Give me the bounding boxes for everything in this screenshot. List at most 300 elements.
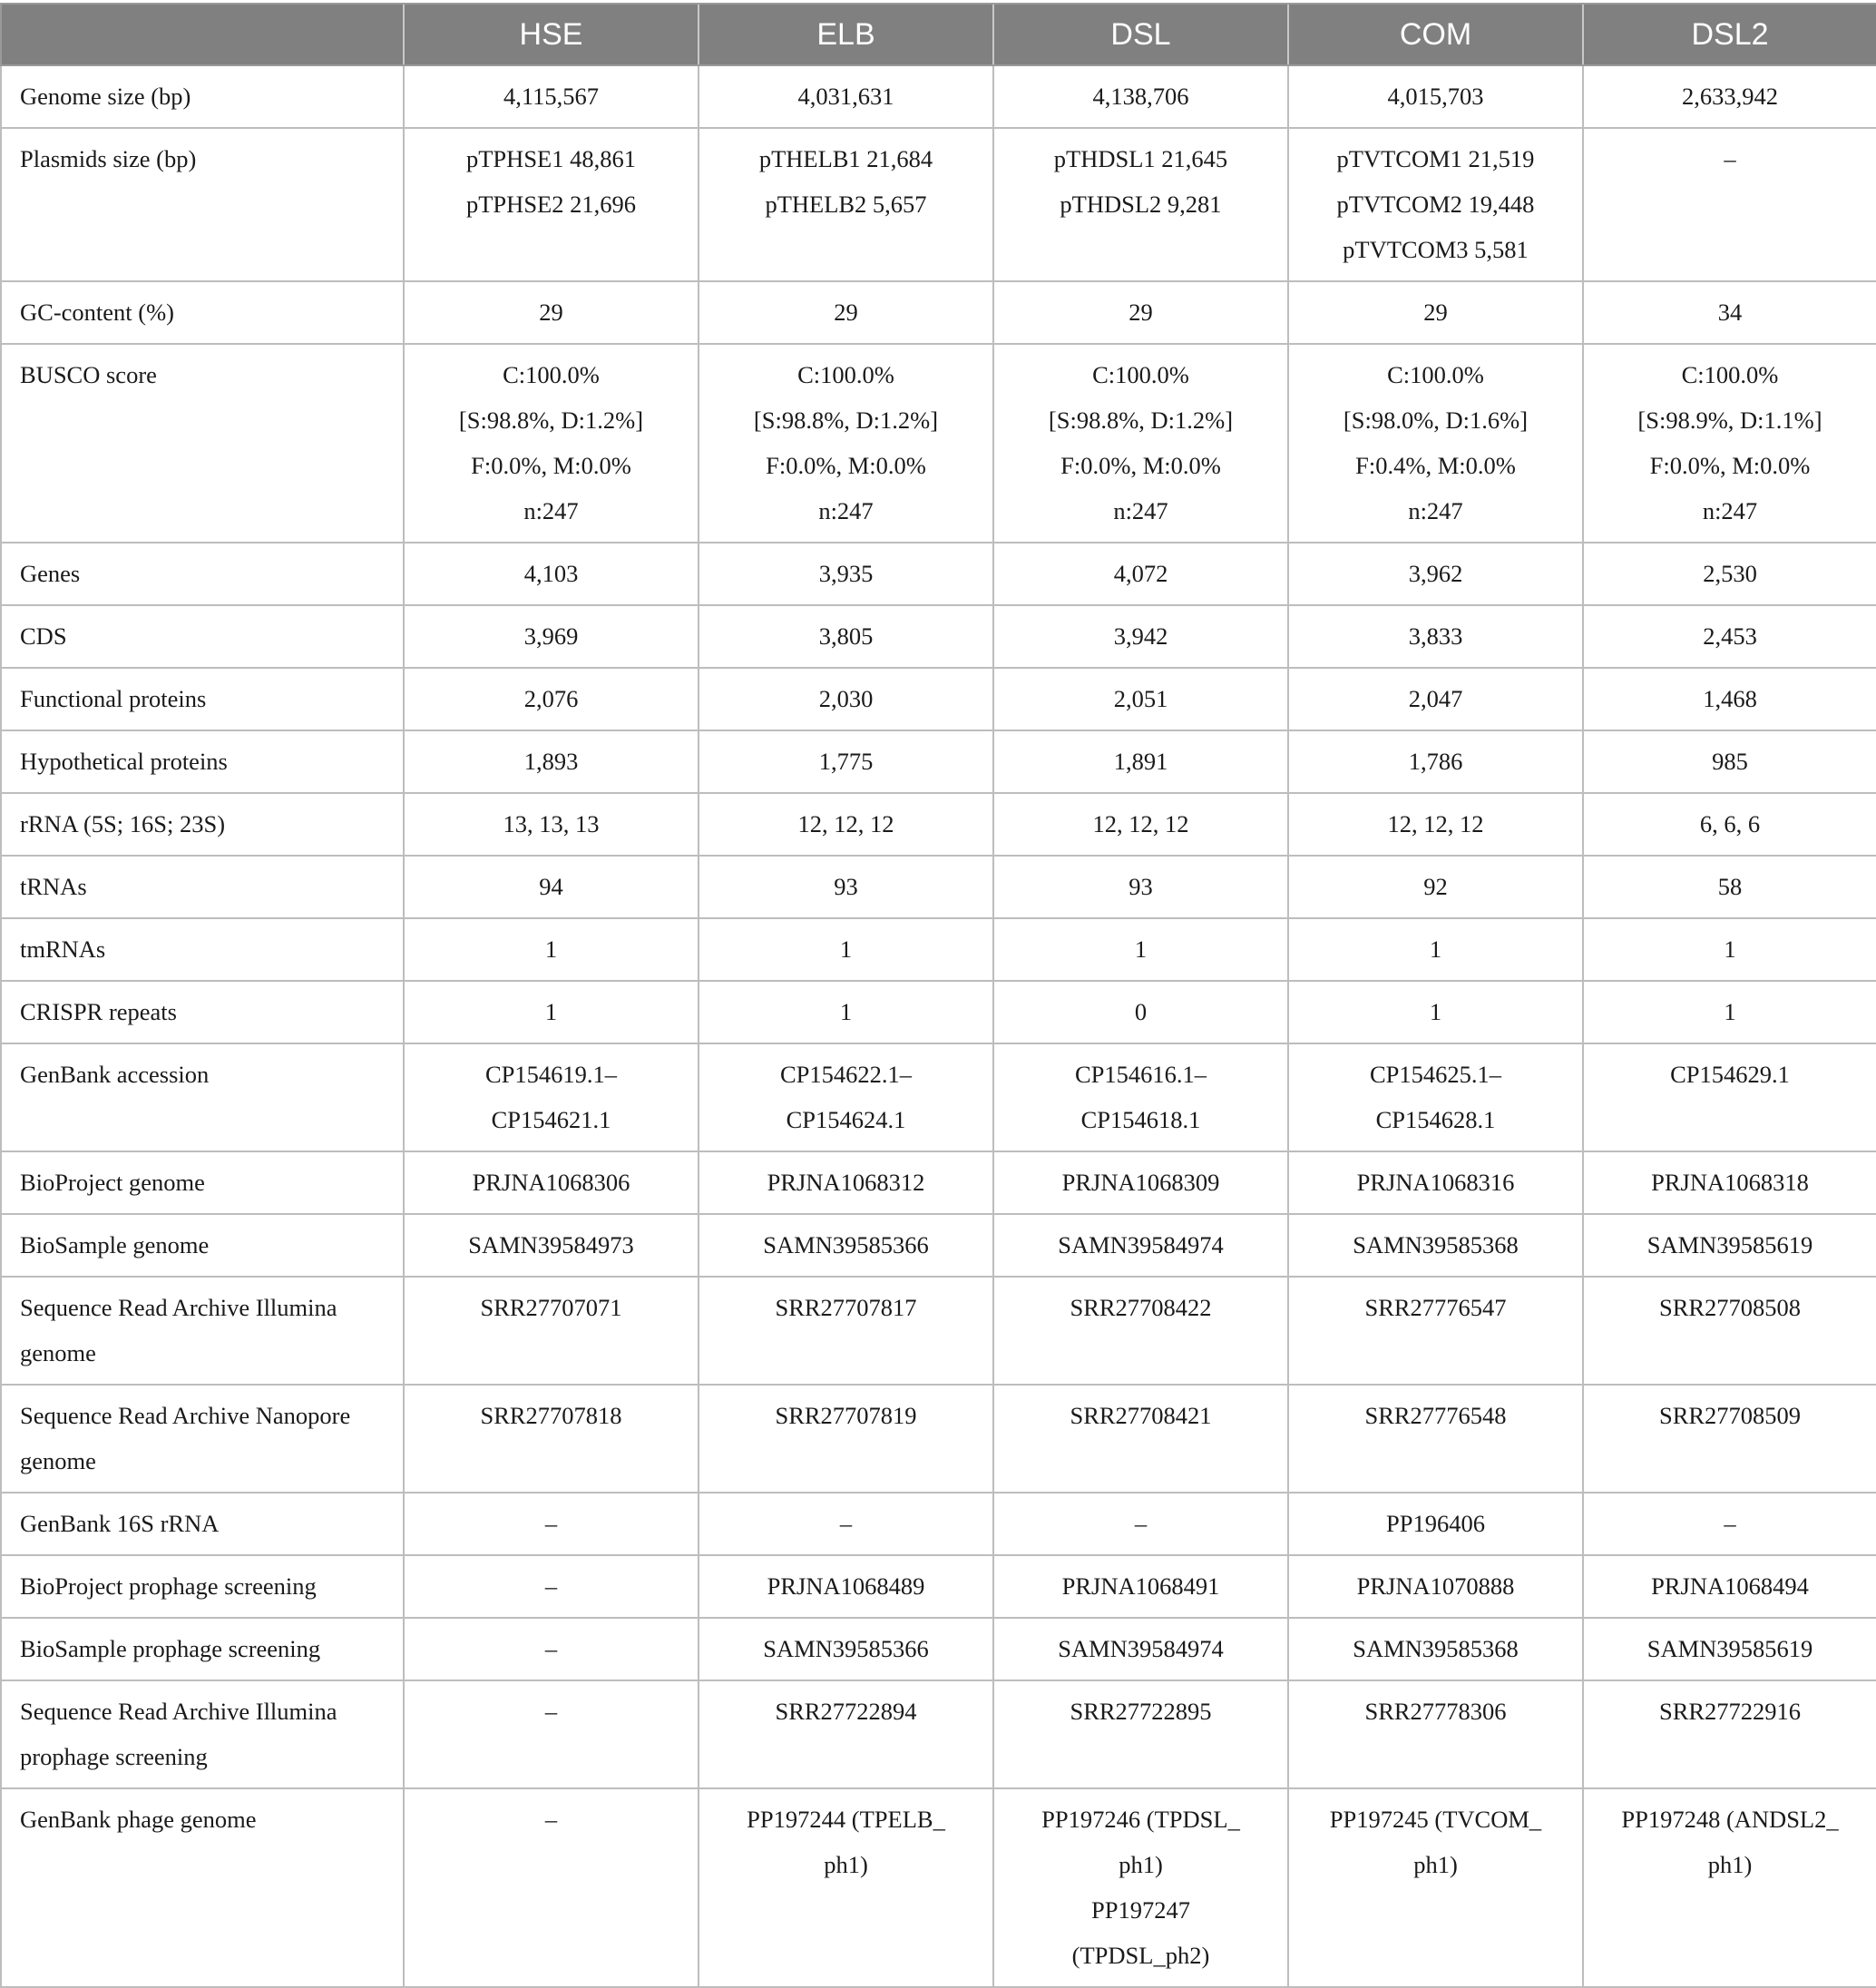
cell-dsl2 [1583, 918, 1876, 981]
cell-value: 1 [544, 998, 558, 1025]
cell-elb [699, 543, 993, 605]
cell-dsl2 [1583, 730, 1876, 793]
cell-value: F:0.0%, M:0.0% [471, 452, 631, 479]
cell-value: SRR27708422 [1070, 1294, 1212, 1321]
header-cell-empty [1, 4, 404, 65]
table-row [1, 1555, 1876, 1618]
cell-com [1288, 981, 1583, 1043]
cell-elb [699, 1618, 993, 1680]
cell-value: SAMN39585619 [1646, 1635, 1813, 1662]
cell-hse [404, 65, 699, 128]
cell-value: – [1724, 145, 1736, 172]
cell-value: SAMN39584974 [1058, 1231, 1224, 1258]
cell-dsl [993, 668, 1288, 730]
cell-value: PRJNA1068312 [767, 1169, 925, 1196]
cell-value: CP154625.1– [1369, 1061, 1502, 1088]
cell-value: 1 [1134, 935, 1148, 963]
cell-elb [699, 65, 993, 128]
cell-value: CP154628.1 [1375, 1106, 1496, 1133]
cell-value: 1 [1429, 998, 1442, 1025]
cell-value: 12, 12, 12 [1092, 810, 1189, 837]
cell-value: pTHELB1 21,684 [758, 145, 933, 172]
cell-value: 4,015,703 [1387, 83, 1484, 110]
cell-value: PRJNA1068316 [1356, 1169, 1515, 1196]
cell-value: SRR27722895 [1070, 1698, 1212, 1725]
cell-value: F:0.0%, M:0.0% [1060, 452, 1221, 479]
cell-com [1288, 605, 1583, 668]
cell-dsl2 [1583, 1555, 1876, 1618]
row-label-cell [1, 1680, 404, 1788]
cell-value: CP154618.1 [1080, 1106, 1201, 1133]
row-label-cell [1, 793, 404, 856]
row-label-cell [1, 65, 404, 128]
row-label-text: Functional proteins [20, 685, 207, 712]
cell-com [1288, 1385, 1583, 1493]
cell-value: PRJNA1068489 [767, 1572, 925, 1600]
table-row [1, 1385, 1876, 1493]
cell-hse [404, 1214, 699, 1277]
cell-elb [699, 856, 993, 918]
cell-value: pTVTCOM3 5,581 [1343, 236, 1529, 263]
cell-com [1288, 128, 1583, 281]
table-row [1, 65, 1876, 128]
cell-dsl [993, 344, 1288, 543]
row-label-text: Sequence Read Archive Nanopore [20, 1402, 351, 1429]
cell-value: SRR27778306 [1364, 1698, 1507, 1725]
cell-value: SAMN39585619 [1646, 1231, 1813, 1258]
cell-elb [699, 1385, 993, 1493]
cell-hse [404, 668, 699, 730]
cell-value: PP197248 (ANDSL2_ [1621, 1806, 1839, 1833]
cell-value: 4,031,631 [797, 83, 894, 110]
cell-value: SAMN39585366 [763, 1635, 929, 1662]
cell-dsl2 [1583, 1493, 1876, 1555]
cell-value: SAMN39584973 [468, 1231, 634, 1258]
cell-value: 4,103 [523, 560, 579, 587]
cell-elb [699, 1493, 993, 1555]
cell-com [1288, 1277, 1583, 1385]
cell-value: PRJNA1068318 [1651, 1169, 1809, 1196]
row-label-text: Genome size (bp) [20, 83, 191, 110]
row-label-text: GenBank phage genome [20, 1806, 257, 1833]
row-label-cell [1, 981, 404, 1043]
cell-value: 2,530 [1703, 560, 1757, 587]
cell-hse [404, 605, 699, 668]
cell-dsl [993, 1493, 1288, 1555]
cell-elb [699, 918, 993, 981]
cell-dsl2 [1583, 543, 1876, 605]
cell-value: 4,072 [1113, 560, 1168, 587]
row-label-text: genome [20, 1339, 96, 1366]
cell-value: 93 [1129, 873, 1153, 900]
cell-dsl2 [1583, 856, 1876, 918]
table-row [1, 1043, 1876, 1151]
cell-value: PRJNA1068306 [472, 1169, 630, 1196]
cell-hse [404, 128, 699, 281]
cell-value: – [544, 1572, 558, 1600]
cell-com [1288, 730, 1583, 793]
cell-value: 94 [539, 873, 563, 900]
row-label-text: rRNA (5S; 16S; 23S) [20, 810, 226, 837]
cell-com [1288, 65, 1583, 128]
table-row [1, 344, 1876, 543]
cell-value: [S:98.9%, D:1.1%] [1637, 406, 1822, 434]
cell-value: [S:98.8%, D:1.2%] [753, 406, 939, 434]
cell-value: SRR27708509 [1658, 1402, 1802, 1429]
cell-value: SRR27776548 [1364, 1402, 1507, 1429]
cell-dsl [993, 1618, 1288, 1680]
cell-value: 4,115,567 [503, 83, 600, 110]
cell-elb [699, 981, 993, 1043]
header-cell-com: COM [1288, 4, 1583, 65]
cell-hse [404, 1043, 699, 1151]
cell-hse [404, 1680, 699, 1788]
cell-hse [404, 918, 699, 981]
header-cell-hse: HSE [404, 4, 699, 65]
row-label-text: prophage screening [20, 1743, 208, 1770]
cell-com [1288, 1555, 1583, 1618]
table-row [1, 981, 1876, 1043]
row-label-cell [1, 730, 404, 793]
cell-com [1288, 1493, 1583, 1555]
cell-value: C:100.0% [1092, 361, 1189, 388]
row-label-text: GenBank accession [20, 1061, 210, 1088]
header-row [1, 4, 1876, 65]
row-label-cell [1, 1214, 404, 1277]
cell-value: 1,468 [1703, 685, 1757, 712]
cell-value: 3,942 [1113, 622, 1168, 650]
cell-dsl [993, 1555, 1288, 1618]
cell-value: ph1) [1119, 1851, 1163, 1878]
cell-dsl2 [1583, 668, 1876, 730]
table-row [1, 856, 1876, 918]
row-label-cell [1, 856, 404, 918]
cell-hse [404, 981, 699, 1043]
row-label-text: Hypothetical proteins [20, 748, 228, 775]
row-label-text: Plasmids size (bp) [20, 145, 197, 172]
cell-dsl [993, 1277, 1288, 1385]
row-label-cell [1, 668, 404, 730]
header-cell-elb: ELB [699, 4, 993, 65]
cell-dsl2 [1583, 1277, 1876, 1385]
row-label-cell [1, 1277, 404, 1385]
cell-value: SRR27707817 [775, 1294, 917, 1321]
cell-value: F:0.0%, M:0.0% [766, 452, 926, 479]
genome-table-container [0, 3, 1876, 1988]
cell-value: PP197247 [1091, 1896, 1190, 1924]
cell-value: 93 [834, 873, 858, 900]
cell-value: 3,935 [818, 560, 874, 587]
cell-value: CP154624.1 [786, 1106, 906, 1133]
cell-value: 1 [1724, 998, 1736, 1025]
cell-value: 3,969 [523, 622, 579, 650]
cell-com [1288, 1788, 1583, 1987]
cell-com [1288, 918, 1583, 981]
genome-summary-table [0, 3, 1876, 1988]
cell-value: SRR27707819 [775, 1402, 917, 1429]
cell-elb [699, 793, 993, 856]
cell-elb [699, 1277, 993, 1385]
cell-dsl2 [1583, 281, 1876, 344]
cell-value: – [1134, 1510, 1148, 1537]
cell-value: 1,786 [1408, 748, 1463, 775]
cell-value: 2,051 [1113, 685, 1168, 712]
cell-value: CP154622.1– [779, 1061, 913, 1088]
cell-value: [S:98.8%, D:1.2%] [1048, 406, 1234, 434]
cell-dsl2 [1583, 981, 1876, 1043]
row-label-cell [1, 918, 404, 981]
cell-value: PRJNA1068309 [1061, 1169, 1220, 1196]
row-label-cell [1, 1788, 404, 1987]
cell-value: SRR27708421 [1070, 1402, 1212, 1429]
table-row [1, 668, 1876, 730]
cell-value: F:0.4%, M:0.0% [1355, 452, 1516, 479]
cell-value: n:247 [1113, 497, 1168, 524]
cell-dsl2 [1583, 1788, 1876, 1987]
table-header [1, 4, 1876, 65]
cell-dsl2 [1583, 1043, 1876, 1151]
cell-dsl2 [1583, 1618, 1876, 1680]
cell-value: SAMN39585368 [1353, 1231, 1519, 1258]
cell-value: 1,891 [1113, 748, 1168, 775]
row-label-text: GenBank 16S rRNA [20, 1510, 220, 1537]
cell-value: 29 [1129, 299, 1153, 326]
cell-value: 1 [1429, 935, 1442, 963]
cell-dsl [993, 1043, 1288, 1151]
cell-dsl [993, 793, 1288, 856]
cell-value: 2,030 [818, 685, 874, 712]
cell-dsl2 [1583, 1385, 1876, 1493]
row-label-text: CDS [20, 622, 67, 650]
cell-value: pTHDSL1 21,645 [1053, 145, 1228, 172]
table-row [1, 793, 1876, 856]
cell-hse [404, 1618, 699, 1680]
cell-elb [699, 281, 993, 344]
row-label-cell [1, 1493, 404, 1555]
cell-value: (TPDSL_ph2) [1071, 1942, 1210, 1969]
row-label-cell [1, 1151, 404, 1214]
cell-value: 4,138,706 [1092, 83, 1189, 110]
cell-value: F:0.0%, M:0.0% [1649, 452, 1811, 479]
cell-dsl [993, 281, 1288, 344]
cell-value: 985 [1712, 748, 1748, 775]
cell-com [1288, 344, 1583, 543]
cell-dsl [993, 1788, 1288, 1987]
cell-value: 34 [1717, 299, 1743, 326]
cell-value: pTPHSE1 48,861 [466, 145, 636, 172]
table-row [1, 1788, 1876, 1987]
row-label-text: tmRNAs [20, 935, 106, 963]
row-label-cell [1, 1385, 404, 1493]
cell-elb [699, 1788, 993, 1987]
header-cell-dsl: DSL [993, 4, 1288, 65]
cell-value: pTVTCOM2 19,448 [1336, 191, 1535, 218]
cell-hse [404, 1788, 699, 1987]
cell-value: 6, 6, 6 [1699, 810, 1761, 837]
cell-com [1288, 281, 1583, 344]
cell-hse [404, 1151, 699, 1214]
cell-value: 2,633,942 [1682, 83, 1778, 110]
cell-value: PP197246 (TPDSL_ [1041, 1806, 1240, 1833]
row-label-text: BioProject genome [20, 1169, 205, 1196]
row-label-cell [1, 128, 404, 281]
cell-value: pTHELB2 5,657 [765, 191, 927, 218]
cell-value: n:247 [1702, 497, 1758, 524]
cell-value: 2,453 [1703, 622, 1757, 650]
cell-elb [699, 1555, 993, 1618]
table-body [1, 65, 1876, 1987]
cell-dsl [993, 1214, 1288, 1277]
cell-value: SRR27708508 [1658, 1294, 1802, 1321]
cell-value: – [1724, 1510, 1736, 1537]
row-label-text: BioSample prophage screening [20, 1635, 321, 1662]
cell-value: SRR27722894 [775, 1698, 917, 1725]
row-label-text: BioSample genome [20, 1231, 210, 1258]
cell-hse [404, 281, 699, 344]
cell-value: 1 [839, 998, 853, 1025]
cell-hse [404, 793, 699, 856]
cell-value: PRJNA1070888 [1356, 1572, 1515, 1600]
cell-value: 2,047 [1408, 685, 1463, 712]
cell-elb [699, 730, 993, 793]
cell-elb [699, 1043, 993, 1151]
cell-dsl2 [1583, 344, 1876, 543]
table-row [1, 1618, 1876, 1680]
cell-hse [404, 344, 699, 543]
cell-value: n:247 [523, 497, 579, 524]
cell-elb [699, 344, 993, 543]
cell-hse [404, 1555, 699, 1618]
cell-dsl [993, 65, 1288, 128]
row-label-cell [1, 344, 404, 543]
cell-hse [404, 856, 699, 918]
cell-dsl2 [1583, 1214, 1876, 1277]
cell-com [1288, 543, 1583, 605]
cell-value: [S:98.0%, D:1.6%] [1343, 406, 1529, 434]
row-label-text: tRNAs [20, 873, 87, 900]
cell-elb [699, 668, 993, 730]
cell-dsl2 [1583, 128, 1876, 281]
cell-com [1288, 793, 1583, 856]
cell-dsl2 [1583, 1151, 1876, 1214]
cell-value: 12, 12, 12 [797, 810, 894, 837]
cell-value: – [839, 1510, 853, 1537]
table-row [1, 128, 1876, 281]
cell-value: 3,805 [818, 622, 874, 650]
cell-value: SAMN39585366 [763, 1231, 929, 1258]
cell-dsl [993, 605, 1288, 668]
cell-dsl [993, 730, 1288, 793]
cell-dsl2 [1583, 1680, 1876, 1788]
cell-value: CP154616.1– [1074, 1061, 1207, 1088]
cell-value: pTPHSE2 21,696 [466, 191, 636, 218]
cell-value: 29 [539, 299, 563, 326]
cell-com [1288, 1680, 1583, 1788]
cell-elb [699, 1214, 993, 1277]
row-label-text: GC-content (%) [20, 299, 174, 326]
cell-dsl [993, 543, 1288, 605]
cell-dsl [993, 1680, 1288, 1788]
cell-value: 29 [834, 299, 858, 326]
row-label-text: Sequence Read Archive Illumina [20, 1294, 337, 1321]
cell-value: ph1) [1413, 1851, 1458, 1878]
cell-value: CP154619.1– [484, 1061, 618, 1088]
cell-value: SRR27776547 [1364, 1294, 1507, 1321]
cell-value: PRJNA1068494 [1651, 1572, 1809, 1600]
cell-value: 1 [839, 935, 853, 963]
cell-elb [699, 128, 993, 281]
table-row [1, 730, 1876, 793]
cell-value: PP197244 (TPELB_ [747, 1806, 945, 1833]
cell-com [1288, 1151, 1583, 1214]
cell-value: 2,076 [523, 685, 579, 712]
cell-value: 1,893 [523, 748, 579, 775]
cell-value: PP197245 (TVCOM_ [1329, 1806, 1542, 1833]
table-row [1, 1493, 1876, 1555]
cell-value: 3,833 [1408, 622, 1463, 650]
cell-dsl [993, 128, 1288, 281]
row-label-cell [1, 543, 404, 605]
cell-value: 29 [1423, 299, 1448, 326]
cell-value: SRR27707071 [480, 1294, 622, 1321]
cell-value: – [544, 1698, 558, 1725]
row-label-text: Genes [20, 560, 81, 587]
cell-dsl2 [1583, 65, 1876, 128]
cell-value: – [544, 1635, 558, 1662]
cell-value: SAMN39585368 [1353, 1635, 1519, 1662]
table-row [1, 1214, 1876, 1277]
cell-dsl [993, 1385, 1288, 1493]
table-row [1, 918, 1876, 981]
cell-com [1288, 1214, 1583, 1277]
table-row [1, 543, 1876, 605]
cell-value: C:100.0% [1681, 361, 1779, 388]
cell-value: CP154629.1 [1670, 1061, 1790, 1088]
cell-value: 1,775 [818, 748, 874, 775]
cell-com [1288, 856, 1583, 918]
cell-value: 92 [1423, 873, 1448, 900]
cell-value: pTVTCOM1 21,519 [1336, 145, 1535, 172]
row-label-cell [1, 1043, 404, 1151]
cell-value: 12, 12, 12 [1387, 810, 1484, 837]
header-cell-dsl2: DSL2 [1583, 4, 1876, 65]
cell-dsl2 [1583, 605, 1876, 668]
cell-value: PP196406 [1386, 1510, 1485, 1537]
row-label-text: genome [20, 1447, 96, 1474]
cell-value: SAMN39584974 [1058, 1635, 1224, 1662]
cell-elb [699, 1680, 993, 1788]
cell-hse [404, 730, 699, 793]
cell-com [1288, 1043, 1583, 1151]
cell-hse [404, 1493, 699, 1555]
cell-elb [699, 605, 993, 668]
table-row [1, 1277, 1876, 1385]
cell-value: 13, 13, 13 [503, 810, 600, 837]
cell-value: 1 [1724, 935, 1736, 963]
table-row [1, 605, 1876, 668]
cell-dsl [993, 981, 1288, 1043]
cell-value: 58 [1717, 873, 1743, 900]
cell-value: SRR27707818 [480, 1402, 622, 1429]
cell-value: [S:98.8%, D:1.2%] [458, 406, 644, 434]
cell-dsl [993, 856, 1288, 918]
row-label-text: CRISPR repeats [20, 998, 177, 1025]
row-label-cell [1, 605, 404, 668]
cell-value: 1 [544, 935, 558, 963]
cell-dsl [993, 918, 1288, 981]
cell-value: ph1) [1707, 1851, 1753, 1878]
row-label-cell [1, 281, 404, 344]
